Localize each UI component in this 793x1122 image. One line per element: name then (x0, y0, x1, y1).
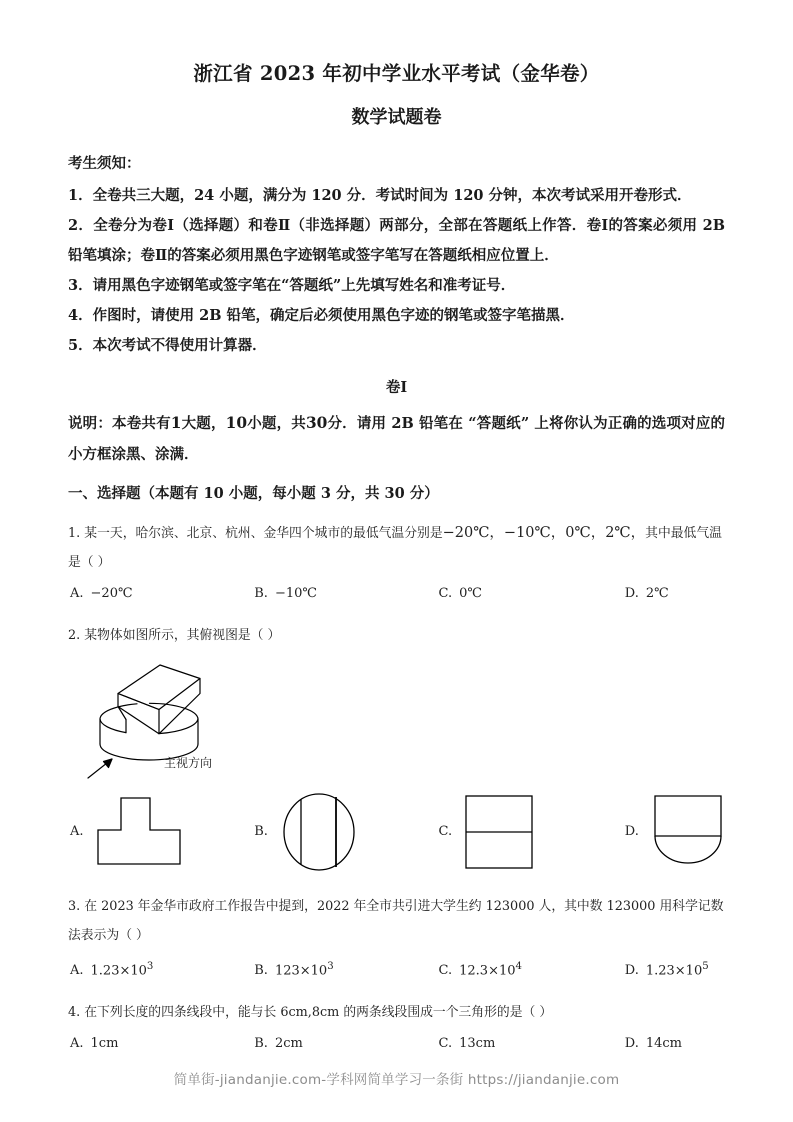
question-1-values: −20℃，−10℃，0℃，2℃， (442, 524, 646, 541)
cylinder-top-arc-front-right (160, 719, 198, 734)
question-3-number: 3. (68, 898, 81, 914)
question-2-stem-text: 某物体如图所示，其俯视图是（ ） (84, 627, 281, 643)
explain-num-2: 10 (225, 414, 248, 433)
question-4-stem-text: 在下列长度的四条线段中，能与长 6cm,8cm 的两条线段围成一个三角形的是（ ） (84, 1004, 553, 1020)
page-title: 浙江省 2023 年初中学业水平考试（金华卷） (193, 62, 600, 85)
page-subtitle: 数学试题卷 (351, 107, 442, 129)
explain-mid-1: 大题， (181, 415, 226, 433)
option-label: B. (254, 585, 268, 601)
cylinder-top-arc-right (150, 703, 199, 719)
question-4-stem (68, 998, 725, 1027)
option-label: D. (624, 824, 639, 840)
explain-num-1: 1 (170, 414, 182, 433)
circle-two-chords-icon (276, 789, 362, 875)
question-2-option-d[interactable] (561, 786, 729, 878)
notice-section (68, 129, 725, 361)
question-4-number: 4. (68, 1004, 81, 1020)
footer-watermark: 简单街-jiandanjie.com-学科网简单学习一条街 https://jiandanjie.com (173, 1072, 620, 1088)
question-4-options (68, 1031, 725, 1057)
question-2-figure-cylinder-with-cuboid (68, 656, 725, 784)
notice-line-3: 3．请用黑色字迹钢笔或签字笔在“答题纸”上先填写姓名和准考证号． (68, 277, 516, 295)
question-1-number: 1. (68, 525, 81, 541)
option-base: 123×10 (274, 962, 328, 978)
question-2-option-a[interactable] (68, 786, 232, 878)
question-2-number: 2. (68, 627, 81, 643)
question-3-option-d[interactable] (561, 954, 725, 984)
tee-shape-icon (92, 792, 184, 872)
question-1-option-d[interactable] (561, 581, 725, 607)
option-exponent: 5 (702, 960, 709, 972)
question-2-option-b[interactable] (232, 786, 396, 878)
question-1-stem-part2: 其中最低气温是（ ） (68, 525, 722, 570)
question-1 (68, 519, 725, 607)
question-3-stem-text: 在 2023 年金华市政府工作报告中提到，2022 年全市共引进大学生约 123000 人，其中数 123000 用科学记数法表示为（ ） (68, 898, 724, 943)
cuboid-front-face (118, 693, 159, 733)
notice-line-2: 2．全卷分为卷Ⅰ（选择题）和卷Ⅱ（非选择题）两部分，全部在答题纸上作答．卷Ⅰ的答案必须用 2B 铅笔填涂；卷Ⅱ的答案必须用黑色字迹钢笔或签字笔写在答题纸相应位置上． (68, 217, 725, 265)
cylinder-top-arc-front-left (100, 719, 126, 733)
option-label: D. (624, 962, 639, 978)
question-4-option-c[interactable] (397, 1031, 561, 1057)
option-label: B. (254, 1035, 268, 1051)
cuboid-top-face (118, 665, 200, 710)
question-2-option-figures (68, 786, 725, 878)
option-base: 12.3×10 (459, 962, 516, 978)
option-exponent: 3 (146, 960, 154, 972)
question-1-stem (68, 519, 725, 577)
juan-one-label: 卷Ⅰ (385, 379, 408, 397)
option-text: 13cm (459, 1035, 496, 1051)
option-label: D. (624, 1035, 639, 1051)
option-label: C. (438, 1035, 453, 1051)
question-4 (68, 998, 725, 1057)
option-text: 2℃ (645, 585, 669, 601)
juan-one-explanation (68, 398, 725, 470)
option-exponent: 4 (515, 960, 522, 972)
option-text: 1cm (90, 1035, 119, 1051)
explain-prefix: 说明：本卷共有 (68, 415, 171, 433)
notice-line-4: 4．作图时，请使用 2B 铅笔，确定后必须使用黑色字迹的钢笔或签字笔描黑． (68, 307, 575, 325)
notice-line-1: 1．全卷共三大题，24 小题，满分为 120 分．考试时间为 120 分钟，本次考试采用开卷形式． (68, 187, 692, 205)
option-text: 0℃ (459, 585, 482, 601)
question-1-option-b[interactable] (232, 581, 396, 607)
explain-mid-2: 小题，共 (247, 415, 306, 433)
option-label: B. (254, 824, 268, 840)
option-label: B. (254, 962, 268, 978)
question-4-option-b[interactable] (232, 1031, 396, 1057)
option-label: A. (70, 962, 84, 978)
option-text: −20℃ (90, 585, 133, 601)
question-3-options (68, 954, 725, 984)
question-3-option-b[interactable] (232, 954, 396, 984)
option-base: 1.23×10 (645, 962, 703, 978)
notice-heading: 考生须知： (68, 154, 141, 172)
question-2-stem (68, 621, 725, 650)
question-1-options (68, 581, 725, 607)
notice-line-5: 5．本次考试不得使用计算器． (68, 337, 267, 355)
option-label: A. (70, 1035, 84, 1051)
option-exponent: 3 (327, 960, 334, 972)
explain-num-3: 30 (305, 414, 328, 433)
question-4-option-a[interactable] (68, 1031, 232, 1057)
option-text: 2cm (274, 1035, 303, 1051)
section-heading-choice: 一、选择题（本题有 10 小题，每小题 3 分，共 30 分） (68, 485, 439, 503)
explain-suffix: 分．请用 2B 铅笔在 “答题纸” 上将你认为正确的选项对应的小方框涂黑、涂满． (68, 415, 726, 464)
option-label: D. (624, 585, 639, 601)
option-label: C. (438, 824, 453, 840)
option-label: A. (70, 824, 84, 840)
rect-split-icon (460, 790, 540, 874)
question-1-option-a[interactable] (68, 581, 232, 607)
question-2-option-c[interactable] (397, 786, 561, 878)
question-1-option-c[interactable] (397, 581, 561, 607)
direction-arrow-head (104, 759, 113, 768)
question-4-option-d[interactable] (561, 1031, 725, 1057)
option-label: C. (438, 962, 453, 978)
question-3-option-a[interactable] (68, 954, 232, 984)
question-2-direction-label: 主视方向 (164, 755, 213, 770)
option-label: A. (70, 585, 84, 601)
option-text: 14cm (645, 1035, 682, 1051)
rect-semicircle-icon (647, 790, 729, 874)
question-1-stem-part1: 某一天，哈尔滨、北京、杭州、金华四个城市的最低气温分别是 (84, 525, 443, 541)
option-label: C. (438, 585, 453, 601)
question-2 (68, 621, 725, 878)
option-base: 1.23×10 (90, 962, 147, 978)
question-3 (68, 892, 725, 984)
option-text: −10℃ (274, 585, 317, 601)
question-3-option-c[interactable] (397, 954, 561, 984)
question-3-stem (68, 892, 725, 950)
